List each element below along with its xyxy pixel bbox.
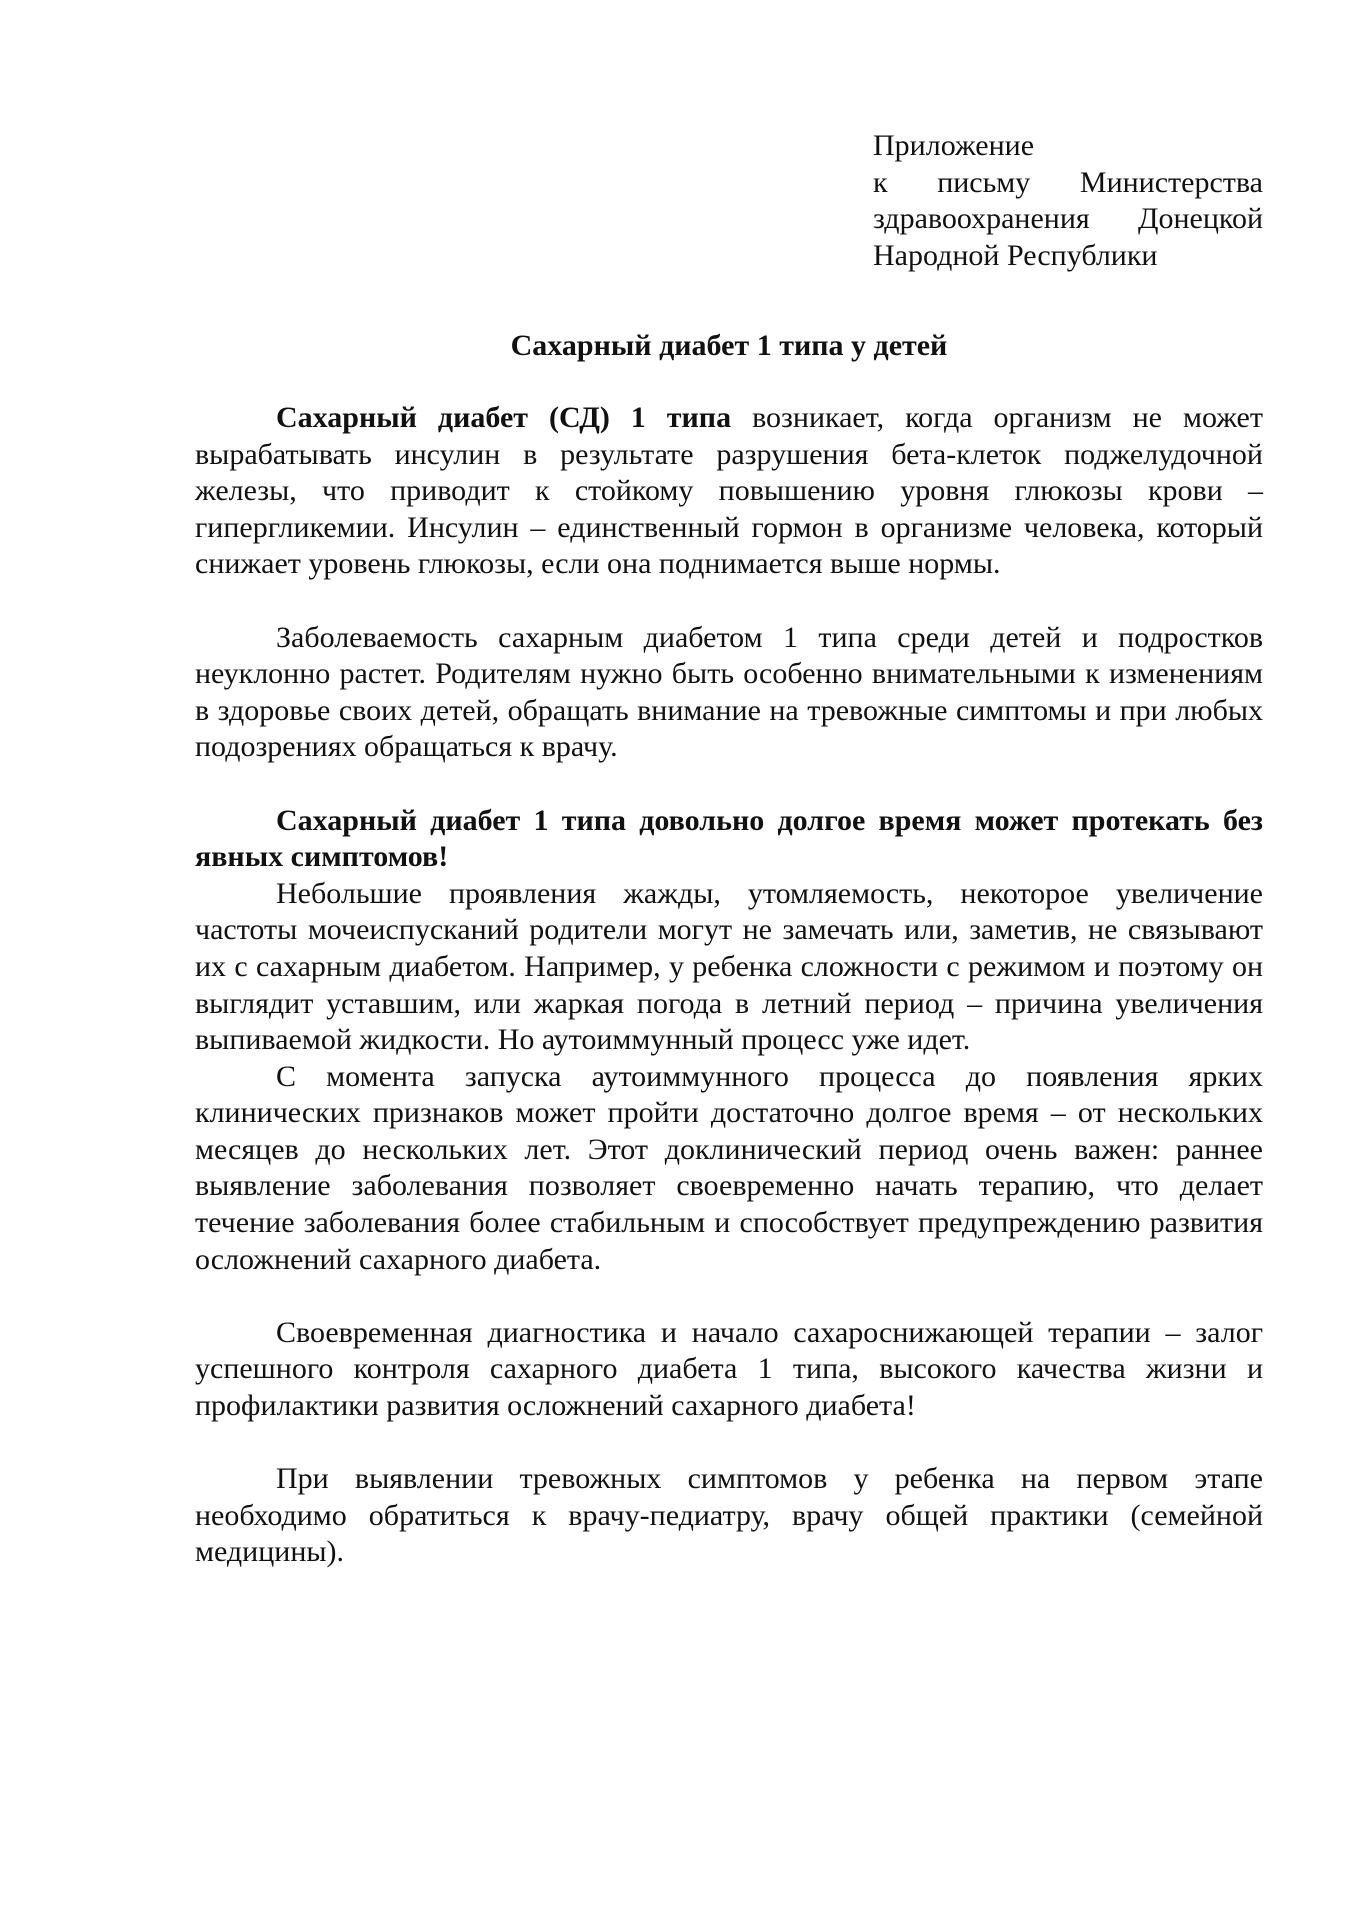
annex-header	[873, 128, 1263, 274]
paragraph-diagnostics: Своевременная диагностика и начало сахароснижающей терапии – залог успешного контроля сахарного диабета 1 типа, высокого качества жизни и профилактики развития осложнений сахарного диабета!	[195, 1315, 1263, 1423]
paragraph-warning-bold: Сахарный диабет 1 типа довольно долгое время может протекать без явных симптомов!	[195, 803, 1263, 874]
annex-line: Приложение	[873, 129, 1035, 162]
annex-line	[873, 201, 1263, 238]
annex-word: Министерства	[1079, 165, 1263, 199]
paragraph-text: возникает, когда организм не может вырабатывать инсулин в результате разрушения бета-клеток поджелудочной железы, что приводит к стойкому повышению уровня глюкозы крови – гипергликемии. Инсулин – единственный гормон в организме человека, который снижает уровень глюкозы, если она поднимается выше нормы.	[195, 401, 1263, 581]
document-body	[195, 400, 1263, 1571]
paragraph-symptoms: Небольшие проявления жажды, утомляемость, некоторое увеличение частоты мочеиспусканий родители могут не замечать или, заметив, не связывают их с сахарным диабетом. Например, у ребенка сложности с режимом и поэтому он выглядит уставшим, или жаркая погода в летний период – причина увеличения выпиваемой жидкости. Но аутоиммунный процесс уже идет.	[195, 876, 1263, 1057]
annex-word: к	[873, 165, 888, 199]
paragraph-referral: При выявлении тревожных симптомов у ребенка на первом этапе необходимо обратиться к врачу-педиатру, врачу общей практики (семейной медицины).	[195, 1462, 1263, 1569]
paragraph-incidence: Заболеваемость сахарным диабетом 1 типа среди детей и подростков неуклонно растет. Родителям нужно быть особенно внимательными к изменениям в здоровье своих детей, обращать внимание на тревожные симптомы и при любых подозрениях обращаться к врачу.	[195, 620, 1263, 764]
paragraph-preclinical: С момента запуска аутоиммунного процесса до появления ярких клинических признаков может пройти достаточно долгое время – от нескольких месяцев до нескольких лет. Этот доклинический период очень важен: раннее выявление заболевания позволяет своевременно начать терапию, что делает течение заболевания более стабильным и способствует предупреждению развития осложнений сахарного диабета.	[195, 1059, 1263, 1276]
annex-word: здравоохранения	[873, 202, 1090, 235]
paragraph-warning	[195, 803, 1263, 876]
annex-word: Донецкой	[1138, 202, 1263, 235]
annex-word: письму	[937, 165, 1031, 199]
paragraph-definition	[195, 400, 1263, 583]
document-title: Сахарный диабет 1 типа у детей	[510, 329, 948, 362]
annex-line	[873, 165, 1263, 202]
annex-line: Народной Республики	[873, 238, 1158, 272]
paragraph-lead-bold: Сахарный диабет (СД) 1 типа	[276, 401, 732, 434]
